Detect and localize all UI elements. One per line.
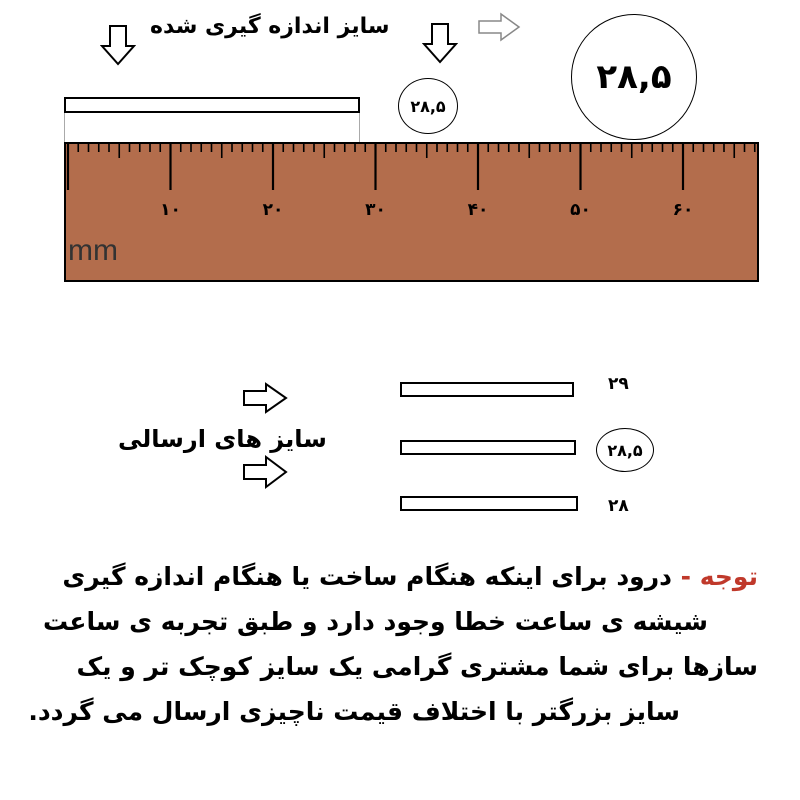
small-size-value: ۲۸,۵ (410, 96, 446, 116)
size-label-29: ۲۹ (608, 374, 629, 394)
ruler-tick-label: ۵۰ (570, 200, 591, 220)
large-size-value: ۲۸,۵ (596, 57, 672, 97)
small-size-circle (398, 78, 458, 134)
down-arrow-icon (422, 22, 458, 66)
right-arrow-icon (477, 12, 521, 42)
ruler-tick-label: ۶۰ (672, 200, 694, 220)
size-label-28-5: ۲۸,۵ (607, 440, 643, 460)
measured-size-title: سایز اندازه گیری شده (150, 14, 390, 39)
ruler-tick-label: ۱۰ (160, 200, 181, 220)
note-text-1: درود برای اینکه هنگام ساخت یا هنگام اندازه گیری (62, 562, 672, 591)
measure-guide-left (64, 113, 65, 143)
large-size-circle (571, 14, 697, 140)
measured-glass-bar (64, 97, 360, 113)
note-line-4: سایز بزرگتر با اختلاف قیمت ناچیزی ارسال می گردد. (28, 697, 680, 726)
note-line-2: شیشه ی ساعت خطا وجود دارد و طبق تجربه ی ساعت (42, 607, 708, 636)
size-bar-28-5 (400, 440, 576, 455)
note-line-1 (38, 562, 758, 591)
size-circle-28-5 (596, 428, 654, 472)
ruler-unit-label: mm (68, 234, 118, 267)
right-arrow-icon (242, 455, 288, 489)
size-bar-28 (400, 496, 578, 511)
note-line-3: سازها برای شما مشتری گرامی یک سایز کوچک تر و یک (76, 652, 758, 681)
right-arrow-icon (242, 382, 288, 414)
down-arrow-icon (100, 24, 136, 68)
measure-guide-right (359, 113, 360, 143)
size-label-28: ۲۸ (608, 496, 629, 516)
ruler-tick-label: ۴۰ (467, 200, 489, 220)
note-heading: توجه - (680, 562, 758, 591)
ruler (64, 142, 759, 282)
size-bar-29 (400, 382, 574, 397)
sent-sizes-label: سایز های ارسالی (118, 425, 327, 453)
ruler-tick-label: ۳۰ (365, 200, 386, 220)
ruler-tick-label: ۲۰ (262, 200, 284, 220)
